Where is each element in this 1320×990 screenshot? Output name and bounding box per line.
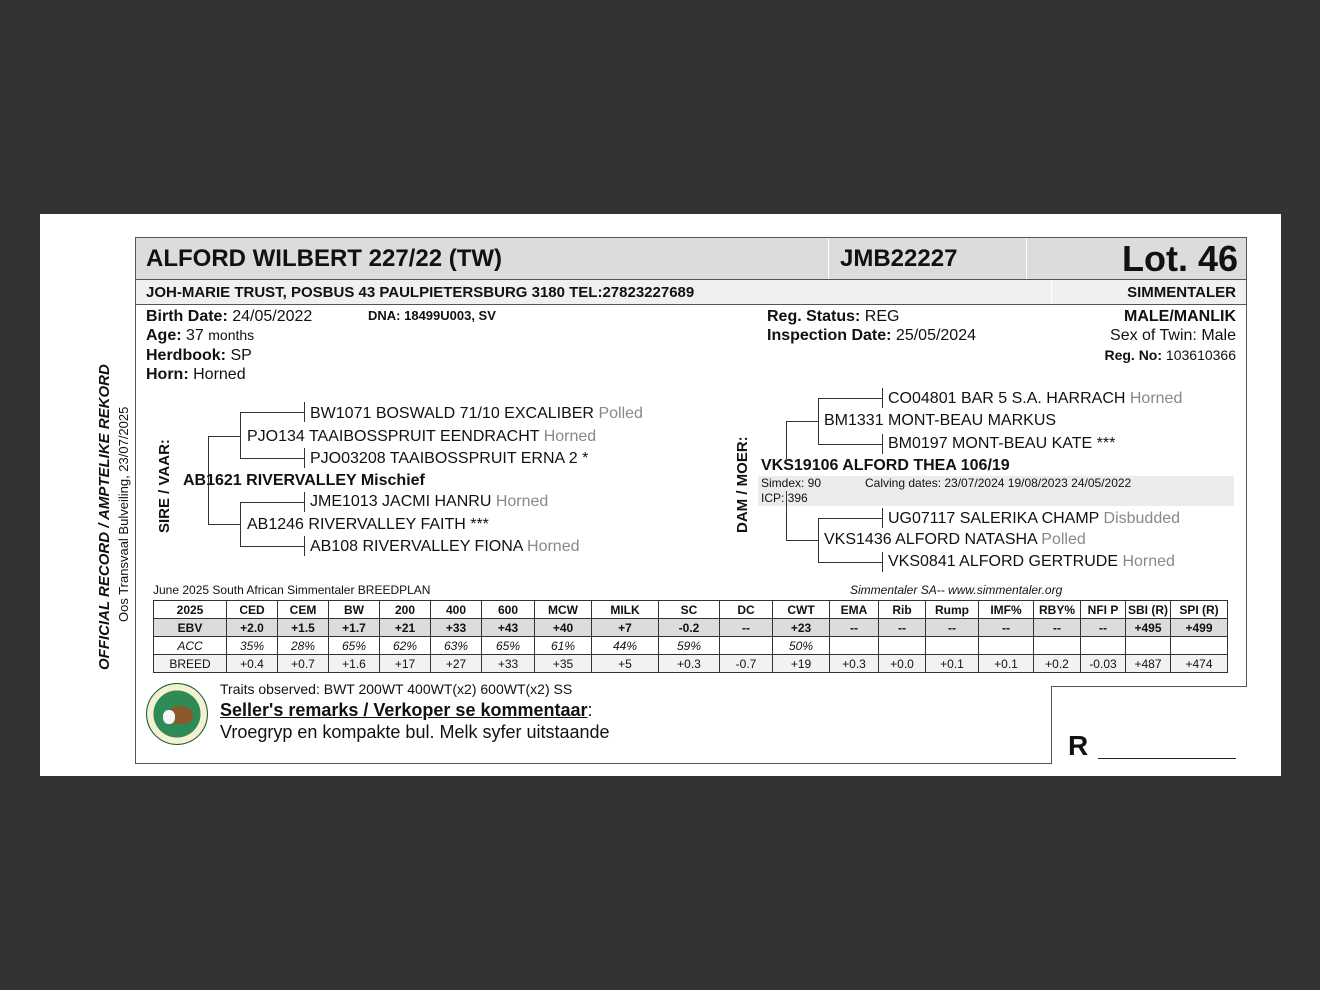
- acc-cell: [1081, 637, 1126, 655]
- ebv-cell: --: [879, 619, 926, 637]
- acc-cell: 50%: [773, 637, 830, 655]
- acc-cell: [1126, 637, 1171, 655]
- breed-cell: +17: [380, 655, 431, 673]
- ebv-cell: +499: [1171, 619, 1228, 637]
- acc-cell: 63%: [431, 637, 482, 655]
- dam-dam: VKS1436 ALFORD NATASHA Polled: [824, 531, 1086, 548]
- dam-sire: BM1331 MONT-BEAU MARKUS: [824, 412, 1057, 429]
- sire-sire: PJO134 TAAIBOSSPRUIT EENDRACHT Horned: [247, 428, 597, 445]
- col-cell: 200: [380, 601, 431, 619]
- acc-cell: ACC: [154, 637, 227, 655]
- ebv-cell: +43: [482, 619, 535, 637]
- ebv-cell: +7: [592, 619, 659, 637]
- breed-cell: BREED: [154, 655, 227, 673]
- dam-tree-line: [786, 421, 787, 459]
- dam-dam-dam: VKS0841 ALFORD GERTRUDE Horned: [888, 553, 1175, 570]
- breed-cell: +487: [1126, 655, 1171, 673]
- dam-icp: ICP: 396: [761, 491, 808, 505]
- col-cell: Rib: [879, 601, 926, 619]
- ebv-header-row: [154, 601, 1228, 619]
- event-label: Oos Transvaal Bulveiling, 23/07/2025: [116, 406, 131, 622]
- ebv-cell: --: [979, 619, 1034, 637]
- sire-sire-sire: BW1071 BOSWALD 71/10 EXCALIBER Polled: [310, 405, 643, 422]
- ebv-cell: EBV: [154, 619, 227, 637]
- col-cell: CWT: [773, 601, 830, 619]
- acc-row: [154, 637, 1228, 655]
- age: Age: 37 months: [146, 327, 255, 344]
- simmentaler-logo: [146, 683, 208, 745]
- breed-cell: +0.3: [830, 655, 879, 673]
- ebv-cell: +495: [1126, 619, 1171, 637]
- sire-name: AB1621 RIVERVALLEY Mischief: [183, 472, 425, 489]
- dam-sire-dam: BM0197 MONT-BEAU KATE ***: [888, 435, 1116, 452]
- horn-status: Horn: Horned: [146, 366, 246, 383]
- col-cell: NFI P: [1081, 601, 1126, 619]
- ebv-cell: +33: [431, 619, 482, 637]
- dam-calving-dates: Calving dates: 23/07/2024 19/08/2023 24/05/2022: [865, 476, 1132, 490]
- dam-sire-sire: CO04801 BAR 5 S.A. HARRACH Horned: [888, 390, 1183, 407]
- breed-avg-row: [154, 655, 1228, 673]
- col-cell: CEM: [278, 601, 329, 619]
- breed-cell: -0.03: [1081, 655, 1126, 673]
- col-cell: DC: [720, 601, 773, 619]
- ebv-row: [154, 619, 1228, 637]
- col-cell: BW: [329, 601, 380, 619]
- col-cell: IMF%: [979, 601, 1034, 619]
- col-cell: RBY%: [1034, 601, 1081, 619]
- ebv-cell: +2.0: [227, 619, 278, 637]
- dam-label: DAM / MOER:: [734, 436, 751, 533]
- acc-cell: 65%: [329, 637, 380, 655]
- sire-dam-dam: AB108 RIVERVALLEY FIONA Horned: [310, 538, 580, 555]
- official-record-label: OFFICIAL RECORD / AMPTELIKE REKORD: [96, 364, 113, 670]
- col-cell: SPI (R): [1171, 601, 1228, 619]
- acc-cell: 44%: [592, 637, 659, 655]
- ebv-cell: --: [1034, 619, 1081, 637]
- ebv-cell: +1.7: [329, 619, 380, 637]
- animal-id: JMB22227: [840, 245, 958, 272]
- acc-cell: 65%: [482, 637, 535, 655]
- inspection-date: Inspection Date: 25/05/2024: [767, 327, 976, 344]
- breed-cell: +474: [1171, 655, 1228, 673]
- breed-cell: +0.7: [278, 655, 329, 673]
- col-cell: MCW: [535, 601, 592, 619]
- birth-date: Birth Date: 24/05/2022: [146, 308, 313, 325]
- price-line[interactable]: [1098, 758, 1236, 759]
- sire-label: SIRE / VAAR:: [156, 439, 173, 533]
- animal-name: ALFORD WILBERT 227/22 (TW): [146, 245, 503, 272]
- breed-cell: +35: [535, 655, 592, 673]
- acc-cell: [830, 637, 879, 655]
- ebv-cell: +21: [380, 619, 431, 637]
- breed-cell: +0.0: [879, 655, 926, 673]
- lot-number: Lot. 46: [1122, 238, 1239, 279]
- col-cell: SBI (R): [1126, 601, 1171, 619]
- breed-cell: -0.7: [720, 655, 773, 673]
- breed-cell: +0.1: [926, 655, 979, 673]
- breed-cell: +0.4: [227, 655, 278, 673]
- col-cell: Rump: [926, 601, 979, 619]
- acc-cell: [1171, 637, 1228, 655]
- ebv-cell: --: [926, 619, 979, 637]
- breed-cell: +19: [773, 655, 830, 673]
- reg-no: Reg. No: 103610366: [1104, 347, 1236, 363]
- col-cell: 2025: [154, 601, 227, 619]
- remarks-heading: Seller's remarks / Verkoper se kommentaar:: [220, 700, 593, 720]
- col-cell: MILK: [592, 601, 659, 619]
- acc-cell: [720, 637, 773, 655]
- ebv-cell: --: [830, 619, 879, 637]
- sire-dam-sire: JME1013 JACMI HANRU Horned: [310, 493, 549, 510]
- price-label: R: [1068, 730, 1089, 761]
- dam-simdex: Simdex: 90: [761, 476, 822, 490]
- ebv-cell: --: [1081, 619, 1126, 637]
- breed-cell: +0.1: [979, 655, 1034, 673]
- acc-cell: [979, 637, 1034, 655]
- col-cell: CED: [227, 601, 278, 619]
- breed-name: SIMMENTALER: [1127, 284, 1236, 301]
- ebv-cell: -0.2: [659, 619, 720, 637]
- col-cell: 600: [482, 601, 535, 619]
- col-cell: EMA: [830, 601, 879, 619]
- acc-cell: [926, 637, 979, 655]
- acc-cell: 62%: [380, 637, 431, 655]
- ebv-cell: +23: [773, 619, 830, 637]
- acc-cell: [1034, 637, 1081, 655]
- breed-cell: +0.3: [659, 655, 720, 673]
- ebv-cell: +1.5: [278, 619, 329, 637]
- col-cell: SC: [659, 601, 720, 619]
- breedplan-caption: June 2025 South African Simmentaler BREEDPLAN: [153, 583, 431, 597]
- breed-cell: +0.2: [1034, 655, 1081, 673]
- acc-cell: 35%: [227, 637, 278, 655]
- dam-name: VKS19106 ALFORD THEA 106/19: [761, 457, 1010, 474]
- dam-dam-sire: UG07117 SALERIKA CHAMP Disbudded: [888, 510, 1181, 527]
- sex: MALE/MANLIK: [1124, 308, 1236, 325]
- ebv-table: [153, 600, 1228, 673]
- acc-cell: 28%: [278, 637, 329, 655]
- traits-observed: Traits observed: BWT 200WT 400WT(x2) 600WT(x2) SS: [220, 681, 573, 697]
- website: Simmentaler SA-- www.simmentaler.org: [850, 583, 1063, 597]
- seller-remarks: Vroegryp en kompakte bul. Melk syfer uitstaande: [220, 722, 610, 742]
- herdbook: Herdbook: SP: [146, 347, 252, 364]
- sire-dam: AB1246 RIVERVALLEY FAITH ***: [247, 516, 489, 533]
- ebv-cell: --: [720, 619, 773, 637]
- breed-cell: +33: [482, 655, 535, 673]
- sire-sire-dam: PJO03208 TAAIBOSSPRUIT ERNA 2 *: [310, 450, 589, 467]
- owner-line: JOH-MARIE TRUST, POSBUS 43 PAULPIETERSBURG 3180 TEL:27823227689: [146, 284, 695, 301]
- breed-cell: +27: [431, 655, 482, 673]
- acc-cell: 61%: [535, 637, 592, 655]
- sex-of-twin: Sex of Twin: Male: [1110, 327, 1236, 344]
- breed-cell: +1.6: [329, 655, 380, 673]
- acc-cell: 59%: [659, 637, 720, 655]
- dna: DNA: 18499U003, SV: [368, 308, 496, 323]
- reg-status: Reg. Status: REG: [767, 308, 900, 325]
- col-cell: 400: [431, 601, 482, 619]
- ebv-cell: +40: [535, 619, 592, 637]
- acc-cell: [879, 637, 926, 655]
- breed-cell: +5: [592, 655, 659, 673]
